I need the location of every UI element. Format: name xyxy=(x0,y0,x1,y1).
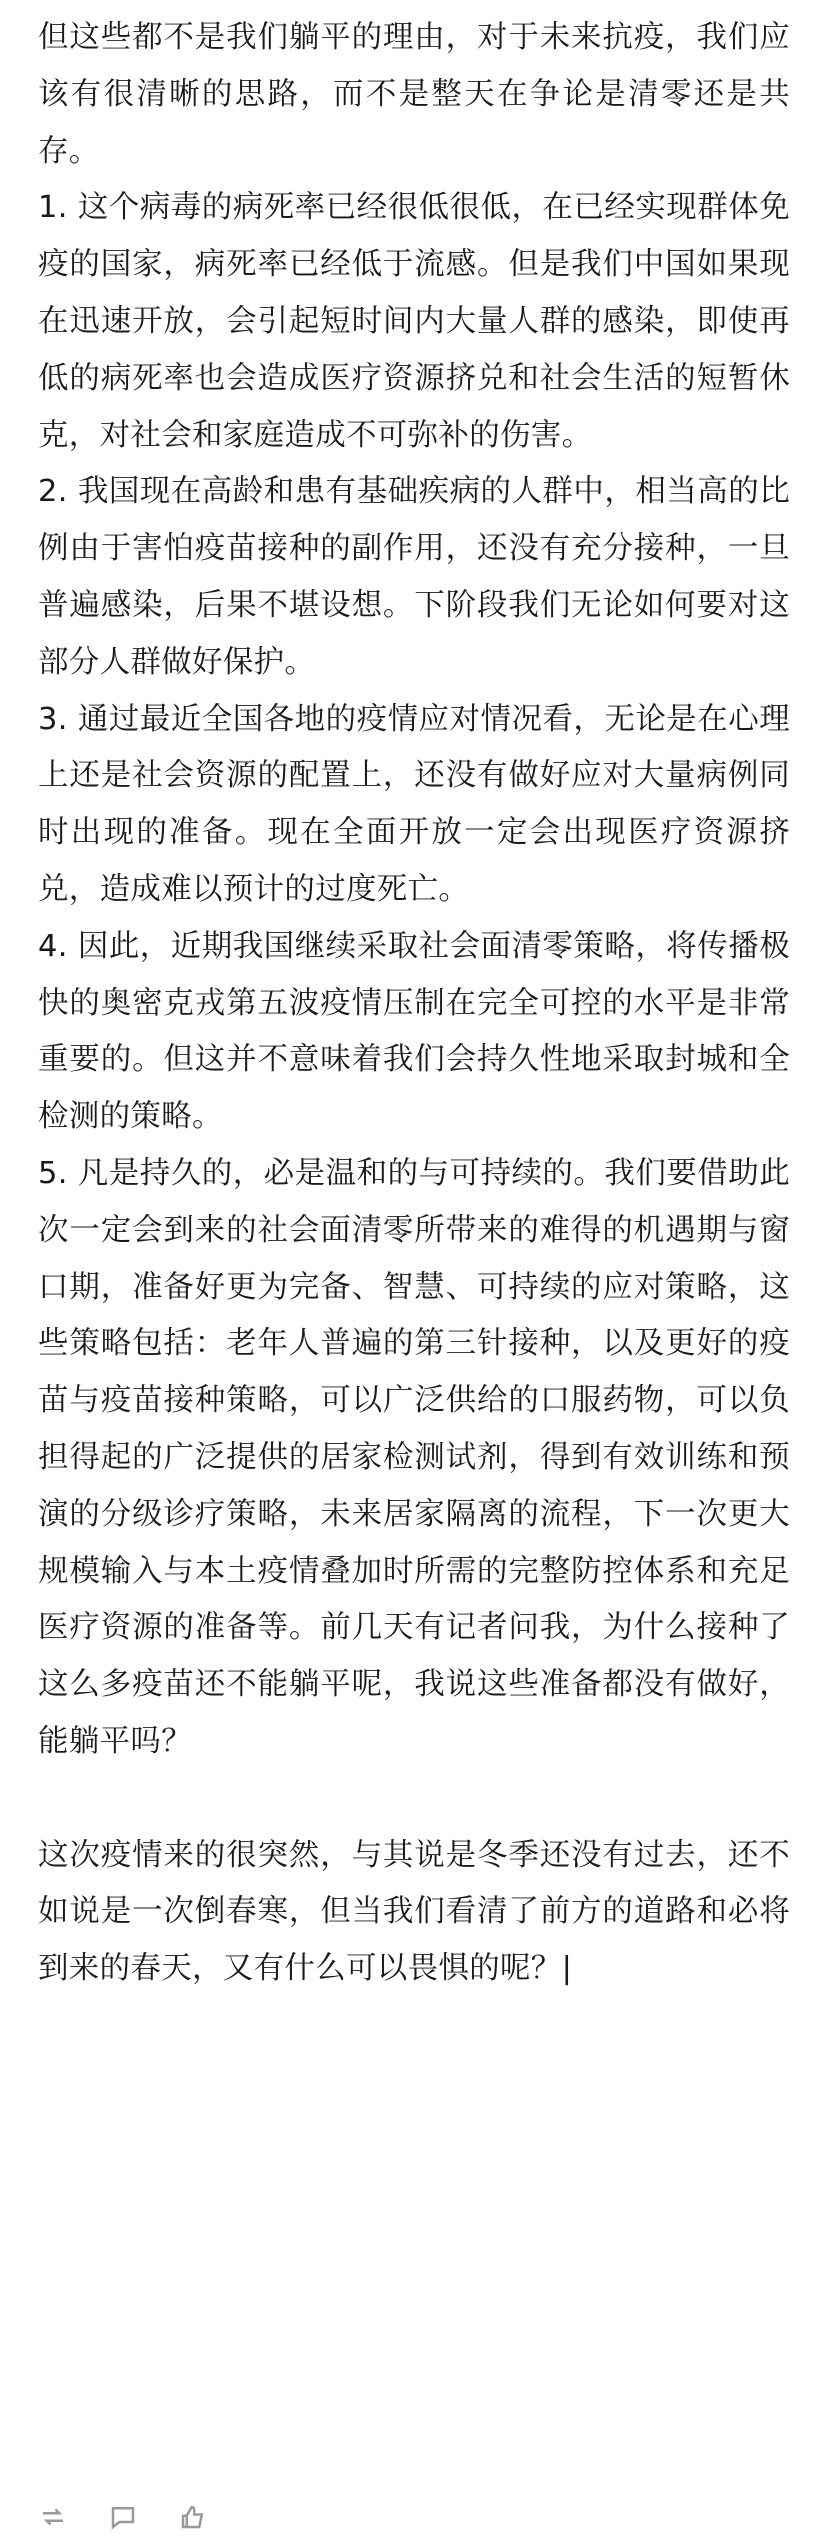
article-paragraph: 但这些都不是我们躺平的理由，对于未来抗疫，我们应该有很清晰的思路，而不是整天在争论是清零还是共存。 xyxy=(38,20,790,169)
article-paragraph: 4. 因此，近期我国继续采取社会面清零策略，将传播极快的奥密克戎第五波疫情压制在完全可控的水平是非常重要的。但这并不意味着我们会持久性地采取封城和全检测的策略。 xyxy=(38,928,790,1135)
comment-icon xyxy=(108,2502,138,2538)
like-icon xyxy=(178,2502,208,2538)
article-body xyxy=(38,10,790,1998)
article-paragraph: 2. 我国现在高龄和患有基础疾病的人群中，相当高的比例由于害怕疫苗接种的副作用，还没有充分接种，一旦普遍感染，后果不堪设想。下阶段我们无论如何要对这部分人群做好保护。 xyxy=(38,474,790,680)
like-button[interactable] xyxy=(178,2502,208,2538)
repost-icon xyxy=(38,2502,68,2538)
comment-button[interactable] xyxy=(108,2502,138,2538)
article-paragraph: 1. 这个病毒的病死率已经很低很低，在已经实现群体免疫的国家，病死率已经低于流感。但是我们中国如果现在迅速开放，会引起短时间内大量人群的感染，即使再低的病死率也会造成医疗资源挤兑和社会生活的短暂休克，对社会和家庭造成不可弥补的伤害。 xyxy=(38,190,790,453)
action-bar xyxy=(38,2500,208,2540)
article-paragraph: 5. 凡是持久的，必是温和的与可持续的。我们要借助此次一定会到来的社会面清零所带来的难得的机遇期与窗口期，准备好更为完备、智慧、可持续的应对策略，这些策略包括：老年人普遍的第三针接种，以及更好的疫苗与疫苗接种策略，可以广泛供给的口服药物，可以负担得起的广泛提供的居家检测试剂，得到有效训练和预演的分级诊疗策略，未来居家隔离的流程，下一次更大规模输入与本土疫情叠加时所需的完整防控体系和充足医疗资源的准备等。前几天有记者问我，为什么接种了这么多疫苗还不能躺平呢，我说这些准备都没有做好，能躺平吗？ xyxy=(38,1155,790,1759)
article-paragraph: 这次疫情来的很突然，与其说是冬季还没有过去，还不如说是一次倒春寒，但当我们看清了前方的道路和必将到来的春天，又有什么可以畏惧的呢？| xyxy=(38,1837,790,1987)
repost-button[interactable] xyxy=(38,2502,68,2538)
article-paragraph: 3. 通过最近全国各地的疫情应对情况看，无论是在心理上还是社会资源的配置上，还没有做好应对大量病例同时出现的准备。现在全面开放一定会出现医疗资源挤兑，造成难以预计的过度死亡。 xyxy=(38,701,790,907)
